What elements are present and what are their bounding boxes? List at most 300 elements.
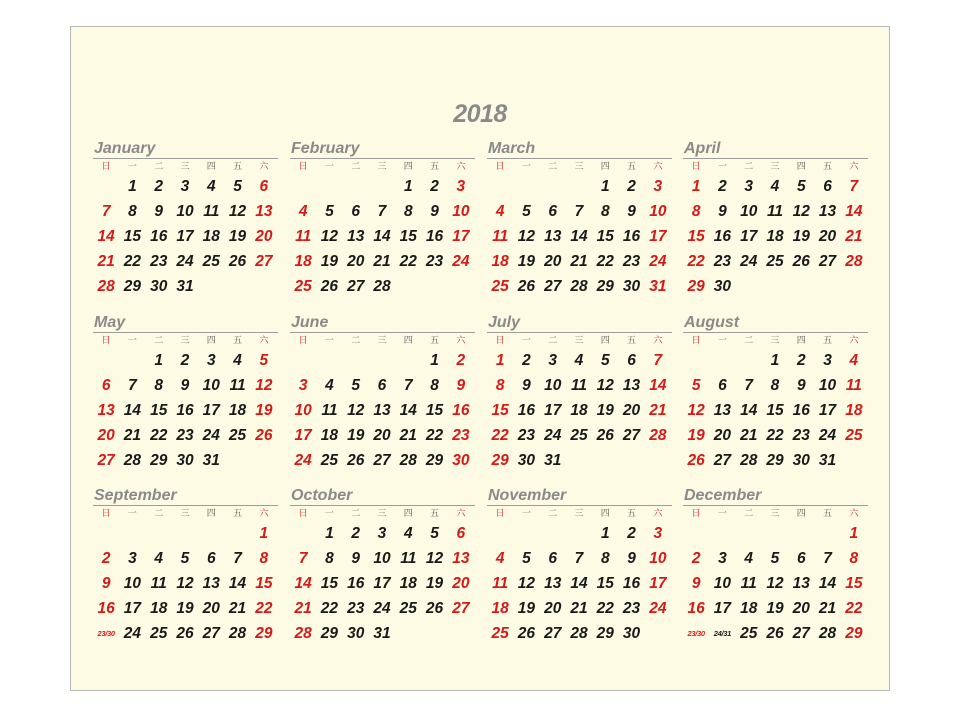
day-cell: 28 [373, 278, 391, 295]
day-cell: 10 [294, 402, 312, 419]
day-cell [93, 174, 119, 199]
day-cell: 13 [544, 575, 562, 592]
day-cell: 30 [347, 625, 365, 642]
day-cell: 17 [176, 228, 194, 245]
day-cell: 25 [150, 625, 168, 642]
day-cell: 23 [517, 427, 536, 444]
day-cell: 17 [544, 402, 562, 419]
day-cell [683, 521, 709, 546]
day-cell [172, 521, 198, 546]
day-cell: 11 [400, 550, 417, 567]
day-cell: 11 [492, 228, 509, 245]
week-row [487, 174, 671, 199]
weekday-label: 日 [298, 509, 308, 519]
month-block [290, 314, 474, 473]
day-cell: 29 [320, 625, 339, 642]
day-cell: 13 [622, 377, 641, 394]
day-cell: 19 [687, 427, 705, 444]
month-name: June [290, 314, 475, 333]
day-cell [709, 521, 735, 546]
day-cell: 16 [176, 402, 194, 419]
day-cell: 25 [294, 278, 312, 295]
day-cell: 27 [713, 452, 732, 469]
day-cell: 28 [399, 452, 417, 469]
day-cell: 1 [691, 178, 701, 195]
day-cell: 5 [180, 550, 190, 567]
weekday-label: 二 [548, 336, 558, 346]
day-cell: 23 [150, 253, 168, 270]
day-cell: 20 [202, 600, 220, 617]
day-cell [709, 348, 735, 373]
day-cell: 28 [818, 625, 837, 642]
day-cell: 20 [792, 600, 810, 617]
day-cell: 23 [347, 600, 365, 617]
weekday-label: 一 [127, 162, 137, 172]
week-row [93, 249, 277, 274]
weekday-label: 四 [403, 509, 413, 519]
day-cell: 26 [766, 625, 784, 642]
day-cell: 8 [325, 550, 334, 567]
week-row [683, 521, 867, 546]
weekday-label: 五 [627, 336, 637, 346]
weekday-header [93, 334, 277, 348]
day-cell: 23/30 [97, 629, 115, 638]
month-block [290, 487, 474, 646]
weekday-label: 五 [823, 336, 833, 346]
weekday-label: 三 [574, 509, 584, 519]
week-row [683, 224, 867, 249]
weekday-label: 三 [180, 162, 190, 172]
day-cell: 1 [849, 525, 859, 542]
day-cell: 20 [255, 228, 273, 245]
weekday-label: 六 [456, 336, 466, 346]
day-cell: 29 [425, 452, 444, 469]
day-cell: 16 [150, 228, 168, 245]
day-cell: 13 [452, 550, 470, 567]
day-cell: 27 [544, 278, 562, 295]
day-cell: 31 [176, 278, 194, 295]
weekday-label: 二 [744, 162, 754, 172]
day-cell: 3 [823, 352, 832, 369]
day-cell: 23 [176, 427, 194, 444]
week-row [290, 423, 474, 448]
day-cell: 2 [522, 352, 531, 369]
day-cell: 27 [255, 253, 273, 270]
week-row [93, 546, 277, 571]
day-cell [316, 348, 342, 373]
day-cell: 11 [845, 377, 862, 394]
day-cell: 15 [687, 228, 705, 245]
day-cell: 25 [740, 625, 758, 642]
weekday-label: 四 [796, 509, 806, 519]
weekday-header [93, 160, 277, 174]
day-cell: 8 [430, 377, 439, 394]
month-name: December [683, 487, 868, 506]
day-cell [645, 448, 671, 473]
day-cell: 20 [97, 427, 115, 444]
day-cell: 15 [123, 228, 142, 245]
day-cell: 1 [600, 525, 610, 542]
day-cell: 31 [373, 625, 391, 642]
weekday-label: 五 [627, 162, 637, 172]
day-cell: 13 [544, 228, 562, 245]
day-cell [146, 521, 172, 546]
weekday-label: 六 [259, 162, 269, 172]
weekday-label: 日 [495, 509, 505, 519]
weekday-label: 一 [324, 162, 334, 172]
day-cell: 9 [796, 377, 806, 394]
week-row [290, 448, 474, 473]
day-cell: 28 [123, 452, 142, 469]
week-row [93, 373, 277, 398]
day-cell: 13 [97, 402, 115, 419]
day-cell [566, 521, 592, 546]
day-cell: 26 [176, 625, 194, 642]
day-cell: 2 [351, 525, 361, 542]
day-cell: 14 [649, 377, 667, 394]
day-cell: 18 [150, 600, 168, 617]
day-cell: 4 [744, 550, 754, 567]
day-cell: 26 [517, 625, 536, 642]
weekday-label: 六 [653, 162, 663, 172]
day-cell: 28 [228, 625, 247, 642]
day-cell [762, 274, 788, 299]
day-cell: 13 [792, 575, 810, 592]
day-cell: 16 [425, 228, 444, 245]
day-cell: 29 [687, 278, 705, 295]
day-cell: 16 [687, 600, 705, 617]
day-cell: 16 [622, 575, 641, 592]
week-row [683, 398, 867, 423]
day-cell: 24/31 [713, 629, 732, 638]
day-cell: 7 [377, 203, 387, 220]
week-row [93, 448, 277, 473]
day-cell [395, 348, 421, 373]
week-row [683, 596, 867, 621]
day-cell: 3 [180, 178, 190, 195]
day-cell: 7 [849, 178, 859, 195]
day-cell: 17 [452, 228, 470, 245]
day-cell: 5 [691, 377, 701, 394]
week-row [683, 423, 867, 448]
month-name: September [93, 487, 278, 506]
day-cell: 19 [320, 253, 339, 270]
day-cell: 16 [622, 228, 641, 245]
day-cell [251, 448, 277, 473]
day-cell [369, 348, 395, 373]
day-cell: 30 [713, 278, 732, 295]
day-cell: 28 [294, 625, 312, 642]
day-cell: 14 [228, 575, 247, 592]
day-cell [119, 521, 145, 546]
day-cell: 21 [845, 228, 863, 245]
day-cell: 18 [570, 402, 588, 419]
day-cell: 19 [792, 228, 810, 245]
day-cell: 30 [452, 452, 470, 469]
day-cell: 1 [495, 352, 505, 369]
day-cell: 24 [123, 625, 142, 642]
day-cell: 7 [574, 550, 584, 567]
day-cell: 24 [649, 600, 667, 617]
day-cell: 6 [718, 377, 727, 394]
week-row [290, 224, 474, 249]
day-cell [224, 521, 250, 546]
day-cell: 29 [123, 278, 142, 295]
day-cell [224, 274, 250, 299]
day-cell: 10 [713, 575, 732, 592]
day-cell: 14 [570, 575, 588, 592]
day-cell: 20 [373, 427, 391, 444]
day-cell: 3 [548, 352, 558, 369]
day-cell: 24 [373, 600, 391, 617]
weekday-label: 六 [849, 336, 859, 346]
day-cell [343, 174, 369, 199]
day-cell: 18 [766, 228, 784, 245]
week-row [93, 174, 277, 199]
month-name: May [93, 314, 278, 333]
day-cell: 27 [97, 452, 115, 469]
day-cell: 2 [627, 178, 636, 195]
day-cell: 27 [622, 427, 641, 444]
week-row [683, 249, 867, 274]
day-cell: 7 [574, 203, 584, 220]
weekday-label: 二 [351, 509, 361, 519]
weekday-label: 日 [101, 336, 111, 346]
weekday-label: 二 [351, 336, 361, 346]
week-row [290, 621, 474, 646]
day-cell: 5 [259, 352, 269, 369]
week-row [290, 174, 474, 199]
day-cell: 2 [691, 550, 701, 567]
day-cell: 1 [259, 525, 269, 542]
weekday-label: 三 [377, 509, 387, 519]
day-cell: 18 [491, 600, 509, 617]
day-cell: 14 [570, 228, 588, 245]
weekday-label: 四 [206, 336, 216, 346]
day-cell: 23 [425, 253, 444, 270]
weekday-label: 四 [403, 162, 413, 172]
day-cell: 24 [176, 253, 194, 270]
day-cell: 18 [294, 253, 312, 270]
day-cell: 5 [522, 203, 531, 220]
day-cell: 9 [718, 203, 727, 220]
week-row [290, 398, 474, 423]
month-name: October [290, 487, 475, 506]
day-cell: 6 [548, 203, 558, 220]
day-cell: 29 [596, 278, 614, 295]
day-cell: 23 [713, 253, 732, 270]
weekday-label: 三 [180, 509, 190, 519]
day-cell [448, 621, 474, 646]
weekday-label: 六 [456, 162, 466, 172]
day-cell: 8 [600, 550, 610, 567]
day-cell: 12 [347, 402, 365, 419]
weekday-label: 四 [796, 162, 806, 172]
weekday-header [683, 160, 867, 174]
day-cell: 10 [740, 203, 758, 220]
day-cell [841, 448, 867, 473]
day-cell: 13 [713, 402, 732, 419]
day-cell: 24 [452, 253, 470, 270]
weekday-label: 四 [206, 509, 216, 519]
week-row [487, 423, 671, 448]
weekday-header [487, 160, 671, 174]
week-row [487, 448, 671, 473]
month-block [93, 314, 277, 473]
weekday-header [683, 507, 867, 521]
day-cell: 11 [492, 575, 509, 592]
weekday-label: 二 [744, 509, 754, 519]
day-cell: 10 [544, 377, 562, 394]
month-block [683, 487, 867, 646]
day-cell: 22 [596, 600, 614, 617]
day-cell: 2 [718, 178, 727, 195]
week-row [93, 521, 277, 546]
weekday-label: 六 [849, 162, 859, 172]
week-row [290, 373, 474, 398]
day-cell: 7 [128, 377, 137, 394]
week-row [290, 521, 474, 546]
day-cell: 12 [255, 377, 273, 394]
day-cell [736, 274, 762, 299]
weekday-label: 一 [521, 509, 531, 519]
week-row [683, 621, 867, 646]
weekday-label: 五 [430, 509, 440, 519]
weekday-label: 六 [456, 509, 466, 519]
day-cell: 4 [206, 178, 216, 195]
week-row [93, 621, 277, 646]
week-row [487, 521, 671, 546]
day-cell: 5 [430, 525, 439, 542]
weekday-label: 五 [823, 509, 833, 519]
day-cell: 22 [150, 427, 168, 444]
weekday-label: 日 [691, 162, 701, 172]
day-cell: 5 [796, 178, 806, 195]
day-cell: 7 [101, 203, 111, 220]
month-block [487, 487, 671, 646]
day-cell: 7 [403, 377, 413, 394]
day-cell: 8 [849, 550, 859, 567]
day-cell: 23 [622, 600, 641, 617]
weekday-label: 四 [796, 336, 806, 346]
day-cell [736, 521, 762, 546]
day-cell [93, 348, 119, 373]
day-cell: 11 [321, 402, 338, 419]
day-cell: 14 [123, 402, 142, 419]
day-cell: 5 [233, 178, 242, 195]
day-cell [736, 348, 762, 373]
weekday-label: 三 [574, 336, 584, 346]
weekday-label: 日 [495, 162, 505, 172]
week-row [487, 398, 671, 423]
day-cell: 24 [740, 253, 758, 270]
day-cell: 12 [766, 575, 784, 592]
day-cell: 31 [818, 452, 837, 469]
day-cell: 30 [622, 278, 641, 295]
day-cell: 5 [770, 550, 780, 567]
day-cell [119, 348, 145, 373]
day-cell: 18 [845, 402, 863, 419]
day-cell: 19 [766, 600, 784, 617]
weekday-label: 日 [298, 336, 308, 346]
day-cell [421, 621, 447, 646]
day-cell: 22 [320, 600, 339, 617]
day-cell: 12 [596, 377, 614, 394]
day-cell: 18 [202, 228, 220, 245]
day-cell [290, 348, 316, 373]
week-row [683, 174, 867, 199]
day-cell: 12 [320, 228, 339, 245]
day-cell: 27 [544, 625, 562, 642]
day-cell: 11 [570, 377, 588, 394]
day-cell: 12 [792, 203, 810, 220]
day-cell: 17 [649, 228, 667, 245]
day-cell: 30 [176, 452, 194, 469]
day-cell: 22 [687, 253, 705, 270]
month-name: March [487, 140, 672, 159]
day-cell: 12 [517, 228, 536, 245]
day-cell: 27 [202, 625, 220, 642]
week-row [683, 546, 867, 571]
weekday-label: 一 [324, 509, 334, 519]
day-cell: 3 [718, 550, 727, 567]
day-cell: 18 [399, 575, 417, 592]
day-cell: 21 [570, 600, 588, 617]
week-row [487, 596, 671, 621]
day-cell: 4 [233, 352, 242, 369]
weekday-label: 六 [259, 336, 269, 346]
day-cell: 4 [403, 525, 413, 542]
weekday-label: 五 [430, 162, 440, 172]
day-cell: 6 [206, 550, 216, 567]
day-cell: 25 [228, 427, 247, 444]
day-cell [487, 521, 513, 546]
day-cell: 9 [627, 203, 636, 220]
day-cell: 25 [570, 427, 588, 444]
day-cell: 10 [123, 575, 142, 592]
day-cell [448, 274, 474, 299]
week-row [487, 224, 671, 249]
day-cell: 24 [649, 253, 667, 270]
day-cell [788, 521, 814, 546]
month-block [683, 140, 867, 299]
day-cell: 21 [97, 253, 115, 270]
day-cell: 19 [517, 253, 536, 270]
day-cell: 10 [202, 377, 220, 394]
day-cell: 25 [845, 427, 863, 444]
weekday-label: 一 [127, 509, 137, 519]
day-cell [316, 174, 342, 199]
day-cell: 22 [123, 253, 142, 270]
weekday-label: 二 [154, 509, 164, 519]
day-cell: 26 [425, 600, 444, 617]
weekday-label: 四 [403, 336, 413, 346]
day-cell: 13 [255, 203, 273, 220]
weekday-header [93, 507, 277, 521]
day-cell: 17 [123, 600, 142, 617]
day-cell: 31 [544, 452, 562, 469]
week-row [93, 398, 277, 423]
weekday-header [683, 334, 867, 348]
day-cell [198, 521, 224, 546]
weekday-label: 日 [298, 162, 308, 172]
week-row [93, 571, 277, 596]
weekday-label: 三 [574, 162, 584, 172]
weekday-label: 日 [101, 509, 111, 519]
weekday-label: 四 [206, 162, 216, 172]
month-name: January [93, 140, 278, 159]
week-row [683, 373, 867, 398]
